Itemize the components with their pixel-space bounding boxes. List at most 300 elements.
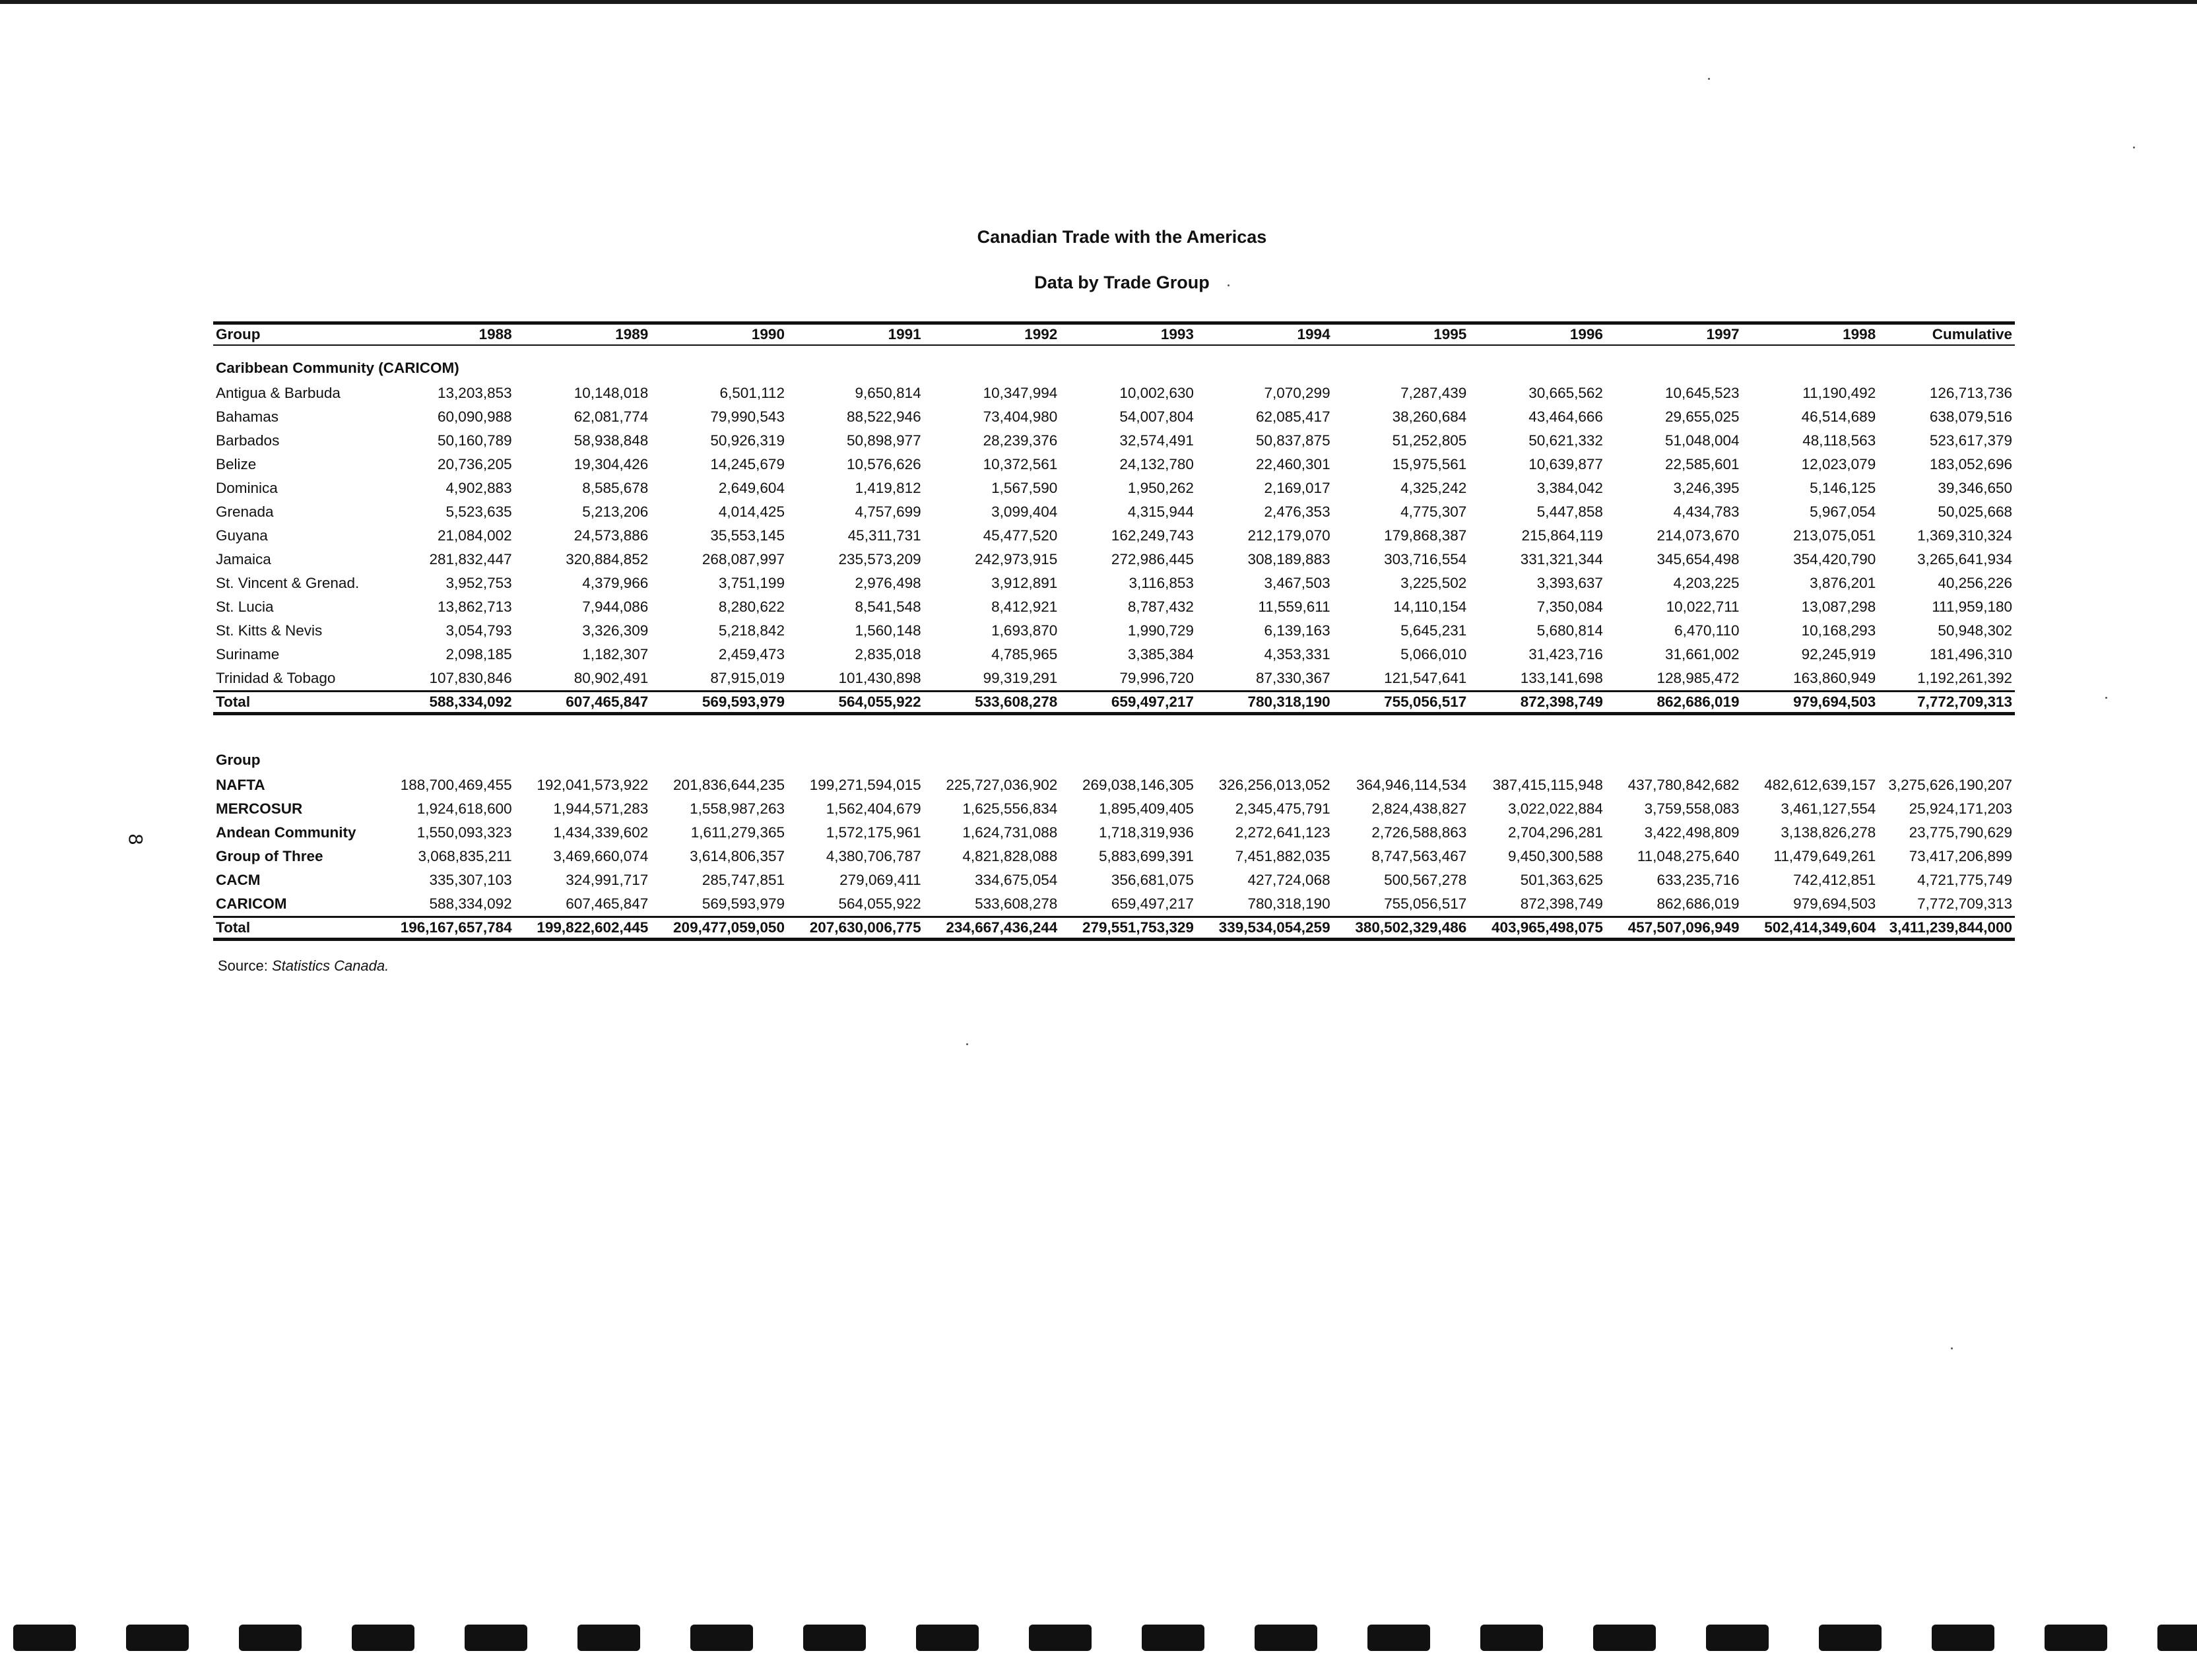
table-cell: 3,326,309: [582, 622, 649, 639]
table-cell: 3,225,502: [1400, 575, 1467, 591]
table-cell: 3,385,384: [1127, 646, 1194, 662]
total-cell: 209,477,059,050: [651, 917, 787, 940]
table-cell: 1,895,409,405: [1099, 800, 1194, 817]
border-dash: [2157, 1625, 2197, 1651]
table-cell: 54,007,804: [1119, 408, 1194, 425]
scan-speck: [1951, 1347, 1953, 1349]
table-cell: 5,680,814: [1536, 622, 1603, 639]
row-label: CACM: [216, 872, 261, 888]
table-cell: 7,287,439: [1400, 385, 1467, 401]
border-dash: [1593, 1625, 1656, 1651]
table-row: [213, 405, 2015, 429]
table-cell: 39,346,650: [1938, 480, 2012, 496]
table-cell: 60,090,988: [438, 408, 512, 425]
table-cell: 51,048,004: [1664, 432, 1740, 449]
table-cell: 50,621,332: [1528, 432, 1603, 449]
table-cell: 633,235,716: [1656, 872, 1740, 888]
total-label: Total: [213, 917, 378, 940]
table-row: [213, 643, 2015, 666]
table-row: [213, 548, 2015, 571]
column-header: 1996: [1469, 323, 1606, 346]
table-cell: 13,862,713: [438, 598, 512, 615]
table-cell: 4,203,225: [1673, 575, 1740, 591]
total-cell: 502,414,349,604: [1742, 917, 1879, 940]
table-cell: 79,990,543: [710, 408, 785, 425]
table-cell: 1,624,731,088: [962, 824, 1058, 841]
table-cell: 356,681,075: [1111, 872, 1194, 888]
table-cell: 20,736,205: [438, 456, 512, 472]
table-cell: 13,087,298: [1801, 598, 1876, 615]
page-number: 8: [124, 833, 147, 845]
border-dash: [1932, 1625, 1994, 1651]
table-cell: 92,245,919: [1801, 646, 1876, 662]
table-cell: 23,775,790,629: [1909, 824, 2013, 841]
table-cell: 51,252,805: [1392, 432, 1467, 449]
table-cell: 564,055,922: [838, 895, 921, 912]
table-cell: 4,379,966: [582, 575, 649, 591]
table-cell: 5,447,858: [1536, 503, 1603, 520]
table-cell: 2,272,641,123: [1235, 824, 1330, 841]
row-label: St. Lucia: [216, 598, 274, 615]
table-row: [213, 797, 2015, 821]
border-dash: [239, 1625, 302, 1651]
total-cell: 588,334,092: [378, 692, 515, 714]
table-cell: 1,611,279,365: [690, 824, 785, 841]
table-cell: 269,038,146,305: [1082, 777, 1194, 793]
table-cell: 9,650,814: [855, 385, 921, 401]
table-cell: 3,099,404: [991, 503, 1058, 520]
table-cell: 15,975,561: [1392, 456, 1467, 472]
scan-top-edge: [0, 0, 2197, 4]
table-cell: 242,973,915: [975, 551, 1058, 567]
table-cell: 1,718,319,936: [1099, 824, 1194, 841]
table-cell: 50,160,789: [438, 432, 512, 449]
table-cell: 3,054,793: [445, 622, 512, 639]
border-dash: [1255, 1625, 1317, 1651]
row-label: Dominica: [216, 480, 278, 496]
table-cell: 482,612,639,157: [1764, 777, 1876, 793]
table-cell: 4,757,699: [855, 503, 921, 520]
table-cell: 8,280,622: [718, 598, 785, 615]
border-dash: [1142, 1625, 1204, 1651]
total-cell: 207,630,006,775: [787, 917, 924, 940]
table-cell: 4,775,307: [1400, 503, 1467, 520]
table-cell: 28,239,376: [983, 432, 1058, 449]
section-heading-row: [213, 747, 2015, 773]
table-cell: 10,148,018: [574, 385, 649, 401]
row-label: Belize: [216, 456, 257, 472]
table-cell: 4,353,331: [1264, 646, 1330, 662]
row-label: Guyana: [216, 527, 268, 544]
border-dash: [1480, 1625, 1543, 1651]
table-cell: 1,560,148: [855, 622, 921, 639]
table-cell: 111,959,180: [1932, 598, 2012, 615]
table-cell: 3,759,558,083: [1644, 800, 1740, 817]
border-dash: [1706, 1625, 1769, 1651]
table-cell: 1,950,262: [1127, 480, 1194, 496]
row-label: MERCOSUR: [216, 800, 303, 817]
table-cell: 3,614,806,357: [690, 848, 785, 864]
table-cell: 73,404,980: [983, 408, 1058, 425]
table-cell: 3,246,395: [1673, 480, 1740, 496]
groups-heading: Group: [216, 752, 261, 768]
table-cell: 2,169,017: [1264, 480, 1330, 496]
scan-speck: [966, 1043, 968, 1045]
table-cell: 181,496,310: [1929, 646, 2012, 662]
table-cell: 212,179,070: [1247, 527, 1330, 544]
spacer-row: [213, 345, 2015, 355]
table-cell: 2,459,473: [718, 646, 785, 662]
table-cell: 4,902,883: [445, 480, 512, 496]
table-cell: 501,363,625: [1520, 872, 1603, 888]
table-cell: 99,319,291: [983, 670, 1058, 686]
column-header: 1998: [1742, 323, 1879, 346]
table-cell: 1,192,261,392: [1917, 670, 2012, 686]
row-label: Suriname: [216, 646, 280, 662]
table-cell: 427,724,068: [1247, 872, 1330, 888]
border-dash: [1367, 1625, 1430, 1651]
scan-speck: [2133, 146, 2135, 148]
table-cell: 62,081,774: [574, 408, 649, 425]
trade-groups-table: [213, 747, 2015, 941]
table-cell: 50,898,977: [847, 432, 921, 449]
source-label: Source:: [218, 957, 272, 974]
table-cell: 2,835,018: [855, 646, 921, 662]
table-cell: 1,625,556,834: [962, 800, 1058, 817]
table-cell: 268,087,997: [702, 551, 785, 567]
scan-speck: [1708, 78, 1710, 80]
total-cell: 872,398,749: [1469, 692, 1606, 714]
table-cell: 162,249,743: [1111, 527, 1194, 544]
table-cell: 11,559,611: [1258, 598, 1330, 615]
column-header: 1988: [378, 323, 515, 346]
table-cell: 5,645,231: [1400, 622, 1467, 639]
table-cell: 2,345,475,791: [1235, 800, 1330, 817]
table-cell: 742,412,851: [1793, 872, 1876, 888]
table-cell: 523,617,379: [1929, 432, 2012, 449]
table-cell: 979,694,503: [1793, 895, 1876, 912]
table-cell: 345,654,498: [1656, 551, 1740, 567]
border-dash: [803, 1625, 866, 1651]
table-cell: 213,075,051: [1793, 527, 1876, 544]
table-row: [213, 453, 2015, 476]
table-cell: 607,465,847: [566, 895, 649, 912]
table-cell: 588,334,092: [429, 895, 512, 912]
total-cell: 780,318,190: [1197, 692, 1333, 714]
table-cell: 10,002,630: [1119, 385, 1194, 401]
table-cell: 50,926,319: [710, 432, 785, 449]
row-label: Trinidad & Tobago: [216, 670, 336, 686]
table-cell: 31,423,716: [1528, 646, 1603, 662]
table-row: [213, 595, 2015, 619]
table-cell: 12,023,079: [1801, 456, 1876, 472]
table-cell: 192,041,573,922: [537, 777, 649, 793]
table-cell: 7,350,084: [1536, 598, 1603, 615]
table-cell: 1,558,987,263: [690, 800, 785, 817]
row-label: CARICOM: [216, 895, 287, 912]
table-cell: 3,068,835,211: [418, 848, 512, 864]
table-cell: 88,522,946: [847, 408, 921, 425]
table-cell: 32,574,491: [1119, 432, 1194, 449]
table-cell: 285,747,851: [702, 872, 785, 888]
table-cell: 58,938,848: [574, 432, 649, 449]
border-dash: [2045, 1625, 2107, 1651]
column-header: 1993: [1060, 323, 1197, 346]
table-cell: 324,991,717: [566, 872, 649, 888]
table-cell: 128,985,472: [1656, 670, 1740, 686]
table-cell: 225,727,036,902: [946, 777, 1058, 793]
table-cell: 10,372,561: [983, 456, 1058, 472]
table-cell: 3,265,641,934: [1917, 551, 2012, 567]
table-cell: 387,415,115,948: [1492, 777, 1603, 793]
total-cell: 196,167,657,784: [378, 917, 515, 940]
total-label: Total: [213, 692, 378, 714]
table-row: [213, 773, 2015, 797]
table-cell: 5,066,010: [1400, 646, 1467, 662]
table-cell: 163,860,949: [1793, 670, 1876, 686]
table-cell: 4,821,828,088: [962, 848, 1058, 864]
table-cell: 6,139,163: [1264, 622, 1330, 639]
table-cell: 7,451,882,035: [1235, 848, 1330, 864]
border-dash: [916, 1625, 979, 1651]
table-cell: 73,417,206,899: [1909, 848, 2013, 864]
table-cell: 2,098,185: [445, 646, 512, 662]
table-cell: 4,315,944: [1127, 503, 1194, 520]
row-label: St. Kitts & Nevis: [216, 622, 323, 639]
table-cell: 10,576,626: [847, 456, 921, 472]
table-cell: 48,118,563: [1802, 432, 1876, 449]
column-header: 1994: [1197, 323, 1333, 346]
table-cell: 101,430,898: [838, 670, 921, 686]
table-cell: 45,311,731: [847, 527, 921, 544]
source-note: [218, 957, 389, 975]
table-cell: 3,461,127,554: [1781, 800, 1876, 817]
total-cell: 533,608,278: [924, 692, 1061, 714]
table-row: [213, 619, 2015, 643]
table-row: [213, 666, 2015, 692]
table-cell: 569,593,979: [702, 895, 785, 912]
row-label: NAFTA: [216, 777, 265, 793]
table-cell: 8,747,563,467: [1371, 848, 1467, 864]
total-cell: 862,686,019: [1606, 692, 1742, 714]
table-cell: 364,946,114,534: [1356, 777, 1467, 793]
column-header: Group: [213, 323, 378, 346]
table-cell: 188,700,469,455: [400, 777, 512, 793]
table-cell: 11,048,275,640: [1637, 848, 1740, 864]
table-cell: 780,318,190: [1247, 895, 1330, 912]
border-dash: [13, 1625, 76, 1651]
table-row: [213, 892, 2015, 917]
caricom-heading: Caribbean Community (CARICOM): [216, 360, 459, 376]
table-row: [213, 821, 2015, 845]
table-cell: 2,704,296,281: [1508, 824, 1603, 841]
total-cell: 403,965,498,075: [1469, 917, 1606, 940]
table-cell: 335,307,103: [429, 872, 512, 888]
table-row: [213, 381, 2015, 405]
table-cell: 21,084,002: [438, 527, 512, 544]
table-cell: 6,470,110: [1674, 622, 1740, 639]
table-cell: 5,967,054: [1810, 503, 1876, 520]
row-label: Group of Three: [216, 848, 323, 864]
table-cell: 1,562,404,679: [826, 800, 921, 817]
table-cell: 5,883,699,391: [1099, 848, 1194, 864]
table-cell: 638,079,516: [1929, 408, 2012, 425]
table-cell: 35,553,145: [710, 527, 785, 544]
table-cell: 126,713,736: [1929, 385, 2012, 401]
table-cell: 214,073,670: [1656, 527, 1740, 544]
table-cell: 46,514,689: [1801, 408, 1876, 425]
table-cell: 4,785,965: [991, 646, 1058, 662]
table-cell: 3,116,853: [1129, 575, 1194, 591]
table-cell: 24,132,780: [1119, 456, 1194, 472]
total-cell: 659,497,217: [1060, 692, 1197, 714]
table-cell: 2,976,498: [855, 575, 921, 591]
table-cell: 3,469,660,074: [553, 848, 649, 864]
table-cell: 7,070,299: [1264, 385, 1330, 401]
table-cell: 22,460,301: [1255, 456, 1330, 472]
section-heading-row: [213, 355, 2015, 381]
border-dash: [1819, 1625, 1882, 1651]
table-cell: 3,384,042: [1536, 480, 1603, 496]
table-cell: 79,996,720: [1119, 670, 1194, 686]
total-cell: 607,465,847: [515, 692, 651, 714]
table-cell: 279,069,411: [839, 872, 921, 888]
table-cell: 201,836,644,235: [673, 777, 785, 793]
table-cell: 659,497,217: [1111, 895, 1194, 912]
table-cell: 183,052,696: [1929, 456, 2012, 472]
table-cell: 31,661,002: [1664, 646, 1740, 662]
table-cell: 1,944,571,283: [553, 800, 649, 817]
total-cell: 457,507,096,949: [1606, 917, 1742, 940]
table-cell: 50,948,302: [1938, 622, 2012, 639]
table-cell: 1,990,729: [1127, 622, 1194, 639]
table-cell: 5,218,842: [718, 622, 785, 639]
table-cell: 3,952,753: [445, 575, 512, 591]
table-row: [213, 524, 2015, 548]
table-cell: 862,686,019: [1656, 895, 1740, 912]
total-cell: 3,411,239,844,000: [1878, 917, 2015, 940]
table-cell: 25,924,171,203: [1909, 800, 2013, 817]
border-dash: [126, 1625, 189, 1651]
table-cell: 38,260,684: [1392, 408, 1467, 425]
total-cell: 234,667,436,244: [924, 917, 1061, 940]
table-cell: 4,721,775,749: [1917, 872, 2013, 888]
table-cell: 3,138,826,278: [1781, 824, 1876, 841]
table-cell: 3,467,503: [1264, 575, 1330, 591]
table-cell: 272,986,445: [1111, 551, 1194, 567]
table-cell: 179,868,387: [1384, 527, 1467, 544]
table-cell: 14,110,154: [1393, 598, 1467, 615]
table-cell: 235,573,209: [838, 551, 921, 567]
table-cell: 533,608,278: [975, 895, 1058, 912]
table-cell: 2,726,588,863: [1371, 824, 1467, 841]
column-header-row: [213, 323, 2015, 346]
total-row: [213, 917, 2015, 940]
table-cell: 331,321,344: [1520, 551, 1603, 567]
table-cell: 8,585,678: [582, 480, 649, 496]
table-cell: 13,203,853: [438, 385, 512, 401]
table-cell: 22,585,601: [1664, 456, 1740, 472]
table-cell: 308,189,883: [1247, 551, 1330, 567]
table-cell: 199,271,594,015: [809, 777, 921, 793]
total-cell: 279,551,753,329: [1060, 917, 1197, 940]
table-cell: 133,141,698: [1520, 670, 1603, 686]
table-cell: 2,476,353: [1264, 503, 1330, 520]
table-cell: 326,256,013,052: [1218, 777, 1330, 793]
table-cell: 40,256,226: [1938, 575, 2012, 591]
border-dash: [577, 1625, 640, 1651]
column-header: 1990: [651, 323, 787, 346]
table-cell: 334,675,054: [975, 872, 1058, 888]
border-dash: [1029, 1625, 1092, 1651]
table-cell: 11,479,649,261: [1773, 848, 1876, 864]
table-row: [213, 571, 2015, 595]
table-cell: 80,902,491: [574, 670, 649, 686]
caricom-table: [213, 321, 2015, 715]
table-cell: 1,572,175,961: [826, 824, 921, 841]
table-cell: 87,330,367: [1255, 670, 1330, 686]
table-cell: 10,022,711: [1666, 598, 1740, 615]
table-cell: 3,022,022,884: [1508, 800, 1603, 817]
table-cell: 14,245,679: [710, 456, 785, 472]
table-cell: 29,655,025: [1664, 408, 1740, 425]
table-cell: 215,864,119: [1521, 527, 1603, 544]
table-cell: 872,398,749: [1520, 895, 1603, 912]
table-cell: 2,649,604: [718, 480, 785, 496]
total-cell: 339,534,054,259: [1197, 917, 1333, 940]
table-cell: 4,380,706,787: [826, 848, 921, 864]
table-cell: 1,419,812: [855, 480, 921, 496]
page-subtitle: Data by Trade Group: [1034, 273, 1210, 292]
source-value: Statistics Canada.: [271, 957, 389, 974]
table-cell: 11,190,492: [1802, 385, 1876, 401]
table-cell: 3,275,626,190,207: [1888, 777, 2013, 793]
table-cell: 7,772,709,313: [1917, 895, 2013, 912]
border-dash: [465, 1625, 527, 1651]
column-header: 1997: [1606, 323, 1742, 346]
table-cell: 3,912,891: [991, 575, 1058, 591]
table-cell: 1,693,870: [991, 622, 1058, 639]
table-cell: 5,213,206: [582, 503, 649, 520]
row-label: Bahamas: [216, 408, 279, 425]
table-cell: 10,168,293: [1801, 622, 1876, 639]
total-cell: 979,694,503: [1742, 692, 1879, 714]
table-cell: 43,464,666: [1528, 408, 1603, 425]
row-label: Andean Community: [216, 824, 356, 841]
row-label: Barbados: [216, 432, 280, 449]
table-cell: 1,924,618,600: [416, 800, 512, 817]
table-cell: 5,146,125: [1810, 480, 1876, 496]
table-cell: 19,304,426: [574, 456, 649, 472]
table-row: [213, 868, 2015, 892]
table-cell: 107,830,846: [429, 670, 512, 686]
row-label: Antigua & Barbuda: [216, 385, 341, 401]
table-cell: 10,347,994: [983, 385, 1058, 401]
table-cell: 281,832,447: [429, 551, 512, 567]
table-cell: 8,787,432: [1127, 598, 1194, 615]
table-row: [213, 429, 2015, 453]
total-cell: 755,056,517: [1333, 692, 1470, 714]
border-dash: [690, 1625, 753, 1651]
table-cell: 354,420,790: [1793, 551, 1876, 567]
total-cell: 569,593,979: [651, 692, 787, 714]
scan-speck: [2105, 697, 2107, 699]
total-cell: 564,055,922: [787, 692, 924, 714]
table-cell: 30,665,562: [1528, 385, 1603, 401]
column-header: 1989: [515, 323, 651, 346]
row-label: Grenada: [216, 503, 274, 520]
table-cell: 50,837,875: [1255, 432, 1330, 449]
